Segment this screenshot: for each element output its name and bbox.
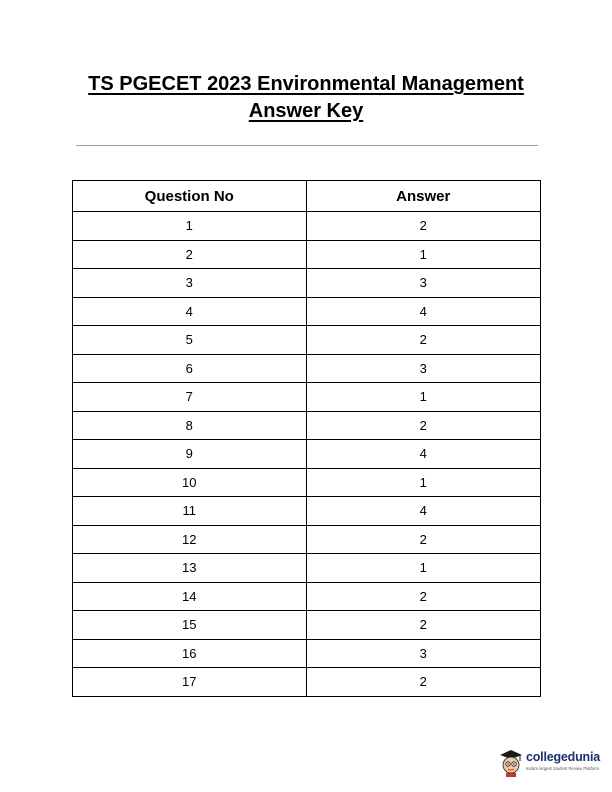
question-number-cell: 3 [73,269,307,298]
page-title [0,71,612,125]
table-row [73,611,541,640]
question-number-cell: 14 [73,582,307,611]
answer-cell: 2 [306,411,540,440]
question-number-cell: 4 [73,297,307,326]
answer-cell: 1 [306,554,540,583]
table-row [73,240,541,269]
divider [76,145,538,146]
answer-cell: 1 [306,468,540,497]
answer-cell: 1 [306,383,540,412]
table-row [73,440,541,469]
answer-cell: 1 [306,240,540,269]
answer-cell: 2 [306,212,540,241]
answer-cell: 3 [306,639,540,668]
title-line-1: TS PGECET 2023 Environmental Management [88,73,524,95]
question-number-cell: 13 [73,554,307,583]
table-row [73,582,541,611]
table-row [73,497,541,526]
table-row [73,212,541,241]
answer-cell: 2 [306,326,540,355]
table-body [73,212,541,697]
title-line-2: Answer Key [248,100,364,122]
question-number-cell: 2 [73,240,307,269]
answer-cell: 4 [306,297,540,326]
answer-cell: 2 [306,525,540,554]
question-number-cell: 1 [73,212,307,241]
question-number-cell: 15 [73,611,307,640]
table-header-row [73,181,541,212]
question-number-cell: 10 [73,468,307,497]
question-number-cell: 8 [73,411,307,440]
answer-cell: 2 [306,582,540,611]
question-number-cell: 5 [73,326,307,355]
question-number-cell: 7 [73,383,307,412]
table-row [73,411,541,440]
header-answer: Answer [306,181,540,212]
question-number-cell: 16 [73,639,307,668]
logo-name: collegedunia [526,750,601,764]
table-row [73,525,541,554]
answer-cell: 4 [306,497,540,526]
question-number-cell: 17 [73,668,307,697]
header-question-no: Question No [73,181,307,212]
table-row [73,269,541,298]
table-row [73,639,541,668]
table-row [73,354,541,383]
answer-cell: 3 [306,269,540,298]
answer-key-table [72,180,541,697]
table-row [73,297,541,326]
answer-cell: 3 [306,354,540,383]
table-row [73,468,541,497]
table-row [73,383,541,412]
table-row [73,326,541,355]
answer-cell: 2 [306,668,540,697]
question-number-cell: 11 [73,497,307,526]
answer-cell: 2 [306,611,540,640]
logo-tagline: India's largest Student Review Platform [526,766,599,771]
collegedunia-logo [498,745,610,781]
question-number-cell: 6 [73,354,307,383]
graduate-mascot-icon [498,747,524,777]
question-number-cell: 9 [73,440,307,469]
table-row [73,668,541,697]
question-number-cell: 12 [73,525,307,554]
table-row [73,554,541,583]
answer-cell: 4 [306,440,540,469]
